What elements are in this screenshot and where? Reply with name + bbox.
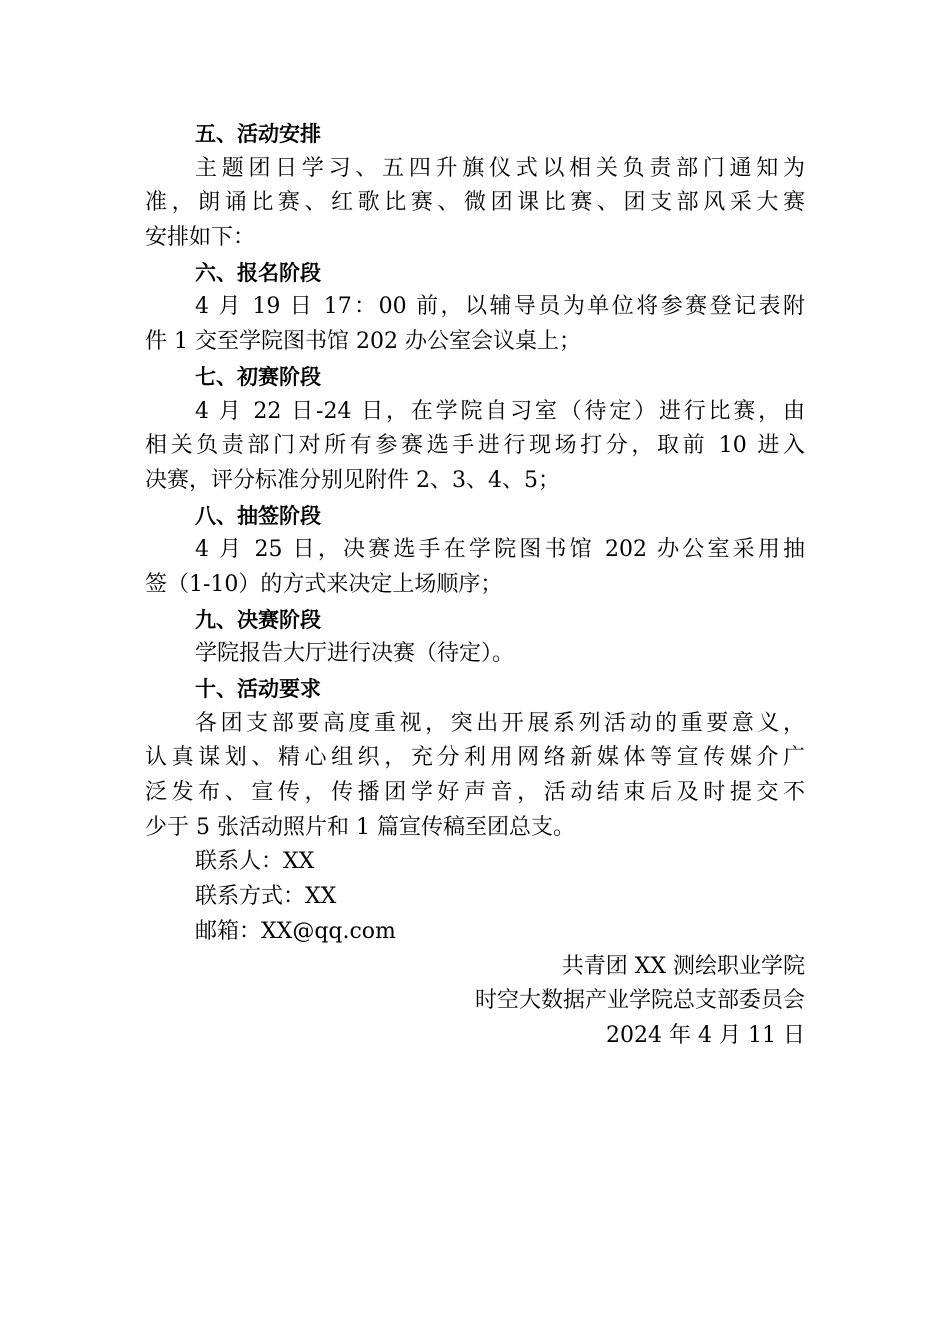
paragraph-line: 签（1-10）的方式来决定上场顺序； xyxy=(145,571,503,597)
paragraph-line: 4 月 19 日 17：00 前，以辅导员为单位将参赛登记表附 xyxy=(195,294,805,320)
paragraph-line: 决赛，评分标准分别见附件 2、3、4、5； xyxy=(145,467,560,493)
contact-method: 联系方式：XX xyxy=(195,884,337,910)
paragraph-line: 少于 5 张活动照片和 1 篇宣传稿至团总支。 xyxy=(145,814,575,840)
contact-email: 邮箱：XX@qq.com xyxy=(195,918,396,944)
paragraph-line: 准，朗诵比赛、红歌比赛、微团课比赛、团支部风采大赛 xyxy=(145,190,805,216)
paragraph-line: 认真谋划、精心组织，充分利用网络新媒体等宣传媒介广 xyxy=(145,745,805,771)
section-heading-5: 五、活动安排 xyxy=(195,122,321,146)
section-heading-9: 九、决赛阶段 xyxy=(195,607,321,632)
signature-org-line2: 时空大数据产业学院总支部委员会 xyxy=(474,988,805,1014)
section-heading-10: 十、活动要求 xyxy=(195,677,321,701)
paragraph-line: 各团支部要高度重视，突出开展系列活动的重要意义， xyxy=(195,710,805,736)
contact-person: 联系人：XX xyxy=(195,849,315,875)
paragraph-line: 相关负责部门对所有参赛选手进行现场打分，取前 10 进入 xyxy=(145,433,805,459)
signature-date: 2024 年 4 月 11 日 xyxy=(606,1022,805,1048)
section-heading-6: 六、报名阶段 xyxy=(195,260,321,285)
section-heading-8: 八、抽签阶段 xyxy=(195,503,321,528)
paragraph-line: 4 月 22 日-24 日，在学院自习室（待定）进行比赛，由 xyxy=(195,398,805,424)
paragraph-line: 4 月 25 日，决赛选手在学院图书馆 202 办公室采用抽 xyxy=(195,537,805,563)
paragraph-line: 学院报告大厅进行决赛（待定）。 xyxy=(195,641,515,667)
signature-org-line1: 共青团 XX 测绘职业学院 xyxy=(561,953,805,979)
document-body xyxy=(145,117,805,1054)
paragraph-line: 泛发布、宣传，传播团学好声音，活动结束后及时提交不 xyxy=(145,780,805,806)
paragraph-line: 件 1 交至学院图书馆 202 办公室会议桌上； xyxy=(145,329,581,355)
paragraph-line: 安排如下： xyxy=(145,225,256,251)
paragraph-line: 主题团日学习、五四升旗仪式以相关负责部门通知为 xyxy=(195,155,805,181)
section-heading-7: 七、初赛阶段 xyxy=(195,364,321,389)
